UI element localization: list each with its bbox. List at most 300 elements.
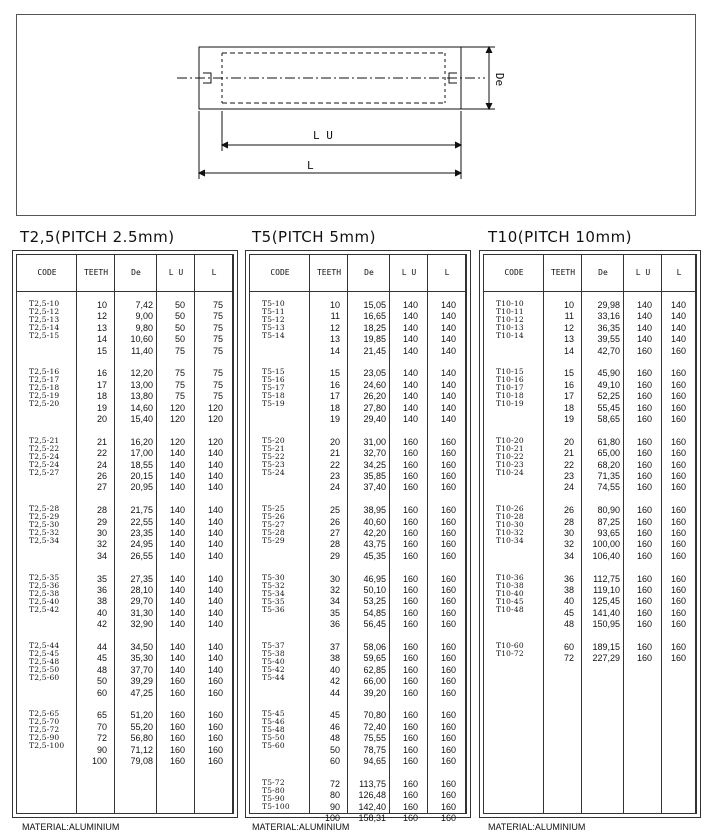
table-cell-de: 29,40	[363, 414, 386, 424]
table-cell-l: 140	[440, 379, 456, 390]
table-cell-teeth: 48	[329, 733, 340, 744]
table-cell-teeth: 17	[96, 379, 107, 390]
code-cell: T2,5-22	[29, 443, 60, 453]
table-cell-lu: 160	[636, 596, 652, 607]
table-cell-de: 79,08	[130, 756, 153, 766]
table-cell-lu: 160	[636, 345, 652, 356]
table-cell-lu: 160	[402, 733, 418, 744]
table-cell-lu: 160	[169, 756, 185, 766]
table-cell-l: 160	[207, 733, 223, 744]
column-header-l: L	[676, 268, 682, 277]
table-cell-l: 140	[207, 550, 223, 561]
table-cell-lu: 140	[169, 471, 185, 481]
table-cell-lu: 140	[402, 391, 418, 402]
table-t5	[245, 250, 471, 823]
table-cell-lu: 75	[174, 345, 185, 356]
table-cell-l: 140	[207, 516, 223, 527]
table-cell-de: 126,48	[358, 790, 386, 801]
table-cell-de: 18,25	[363, 322, 386, 333]
table-cell-de: 29,70	[130, 596, 153, 607]
table-cell-l: 140	[207, 459, 223, 470]
table-cell-teeth: 29	[96, 516, 107, 527]
table-cell-l: 160	[440, 721, 456, 732]
table-cell-de: 9,00	[135, 311, 153, 322]
column-header-teeth: TEETH	[316, 268, 342, 277]
table-inner	[16, 254, 234, 814]
table-cell-lu: 160	[636, 436, 652, 447]
code-cell: T5-48	[262, 725, 285, 735]
table-cell-lu: 160	[636, 414, 652, 424]
column-header-l: L	[211, 268, 217, 277]
code-cell: T2,5-50	[29, 665, 60, 674]
table-cell-lu: 160	[169, 721, 185, 732]
table-cell-teeth: 36	[329, 619, 340, 630]
table-cell-lu: 160	[402, 687, 418, 698]
table-cell-de: 15,05	[363, 300, 386, 310]
table-cell-de: 53,25	[363, 596, 386, 607]
table-cell-l: 120	[207, 402, 223, 413]
code-cell: T5-25	[262, 504, 285, 514]
table-cell-teeth: 46	[329, 721, 340, 732]
code-cell: T2,5-17	[29, 375, 60, 385]
code-cell: T5-14	[262, 331, 285, 340]
table-cell-l: 140	[440, 322, 456, 333]
table-cell-lu: 160	[636, 482, 652, 493]
table-cell-lu: 140	[402, 334, 418, 345]
column-header-teeth: TEETH	[83, 268, 109, 277]
table-cell-l: 140	[207, 471, 223, 481]
table-cell-teeth: 37	[329, 642, 340, 652]
code-cell: T2,5-18	[29, 383, 60, 393]
code-cell: T2,5-16	[29, 367, 60, 377]
table-cell-lu: 140	[169, 482, 185, 493]
table-cell-de: 45,35	[363, 550, 386, 561]
code-cell: T5-20	[262, 435, 285, 445]
table-cell-de: 35,85	[363, 471, 386, 481]
table-cell-l: 160	[207, 676, 223, 687]
table-cell-l: 160	[670, 436, 686, 447]
table-cell-l: 75	[212, 322, 223, 333]
table-cell-lu: 160	[402, 539, 418, 550]
table-cell-de: 87,25	[597, 516, 620, 527]
table-cell-lu: 140	[169, 448, 185, 459]
code-cell: T5-13	[262, 323, 285, 332]
table-cell-de: 29,98	[597, 300, 620, 310]
table-cell-de: 23,05	[363, 368, 386, 379]
table-cell-teeth: 60	[563, 642, 574, 652]
material-note-t10: MATERIAL:ALUMINIUM	[488, 822, 586, 832]
code-cell: T10-26	[496, 504, 524, 514]
code-cell: T10-10	[496, 299, 524, 308]
code-cell: T2,5-28	[29, 504, 60, 514]
table-cell-l: 140	[440, 300, 456, 310]
table-cell-l: 140	[207, 607, 223, 618]
code-cell: T5-36	[262, 604, 285, 614]
table-cell-teeth: 28	[96, 505, 107, 516]
table-cell-lu: 160	[402, 813, 418, 823]
table-cell-l: 160	[440, 539, 456, 550]
code-cell: T2,5-32	[29, 528, 60, 538]
table-cell-l: 160	[207, 687, 223, 698]
table-cell-l: 140	[207, 642, 223, 652]
table-cell-lu: 140	[402, 414, 418, 424]
code-cell: T2,5-44	[29, 641, 60, 650]
table-cell-lu: 75	[174, 368, 185, 379]
table-cell-teeth: 26	[563, 505, 574, 516]
table-cell-teeth: 11	[564, 311, 574, 322]
table-cell-l: 160	[440, 505, 456, 516]
table-cell-teeth: 44	[329, 687, 340, 698]
table-cell-de: 61,80	[597, 436, 620, 447]
table-cell-l: 160	[440, 676, 456, 687]
column-header-lu: L U	[401, 268, 417, 277]
table-cell-l: 120	[207, 414, 223, 424]
table-cell-lu: 160	[402, 642, 418, 652]
pulley-drawing	[16, 14, 696, 216]
code-cell: T2,5-90	[29, 733, 60, 743]
table-cell-teeth: 40	[329, 664, 340, 675]
code-cell: T5-23	[262, 459, 285, 469]
table-cell-lu: 140	[169, 573, 185, 584]
table-cell-teeth: 14	[563, 345, 574, 356]
table-cell-de: 66,00	[363, 676, 386, 687]
table-cell-de: 17,00	[130, 448, 153, 459]
table-cell-de: 112,75	[593, 573, 620, 584]
table-cell-l: 160	[440, 596, 456, 607]
code-cell: T10-15	[496, 367, 524, 377]
column-header-lu: L U	[635, 268, 651, 277]
table-cell-l: 160	[670, 482, 686, 493]
code-cell: T2,5-19	[29, 391, 60, 401]
table-cell-lu: 140	[402, 345, 418, 356]
table-cell-l: 140	[670, 334, 686, 345]
table-cell-lu: 140	[169, 585, 185, 595]
table-cell-teeth: 24	[563, 482, 574, 493]
table-cell-l: 140	[207, 664, 223, 675]
table-cell-l: 160	[670, 414, 686, 424]
table-cell-teeth: 16	[96, 368, 107, 379]
column-header-code: CODE	[270, 268, 290, 277]
table-cell-lu: 160	[636, 619, 652, 630]
table-cell-teeth: 16	[563, 379, 574, 390]
table-cell-teeth: 21	[329, 448, 340, 459]
table-cell-lu: 160	[636, 471, 652, 481]
code-cell: T2,5-36	[29, 580, 60, 590]
table-cell-lu: 140	[636, 334, 652, 345]
table-cell-l: 160	[440, 664, 456, 675]
table-cell-lu: 160	[636, 653, 652, 664]
table-cell-l: 75	[212, 379, 223, 390]
code-cell: T5-38	[262, 649, 285, 658]
table-t10	[479, 250, 701, 818]
table-cell-lu: 160	[636, 642, 652, 652]
table-cell-l: 140	[440, 368, 456, 379]
table-cell-de: 56,45	[363, 619, 386, 630]
table-cell-de: 40,60	[363, 516, 386, 527]
table-cell-teeth: 72	[329, 778, 340, 789]
table-cell-lu: 50	[174, 334, 185, 345]
code-cell: T2,5-45	[29, 649, 60, 658]
table-cell-l: 160	[670, 550, 686, 561]
table-cell-l: 140	[440, 402, 456, 413]
table-cell-de: 32,70	[363, 448, 386, 459]
code-cell: T5-100	[262, 801, 290, 811]
table-cell-lu: 160	[169, 687, 185, 698]
table-cell-lu: 160	[636, 585, 652, 595]
table-cell-de: 33,16	[597, 311, 620, 322]
code-cell: T2,5-30	[29, 520, 60, 530]
table-cell-de: 75,55	[363, 733, 386, 744]
code-cell: T10-19	[496, 399, 524, 409]
table-title-t25: T2,5(PITCH 2.5mm)	[20, 228, 175, 246]
column-header-teeth: TEETH	[550, 268, 576, 277]
table-cell-teeth: 42	[96, 619, 107, 630]
table-cell-de: 18,55	[130, 459, 153, 470]
table-cell-de: 46,95	[363, 573, 386, 584]
table-cell-de: 71,12	[130, 744, 153, 755]
table-cell-teeth: 34	[329, 596, 340, 607]
code-cell: T5-32	[262, 580, 285, 590]
code-cell: T2,5-42	[29, 604, 60, 614]
table-cell-l: 160	[440, 687, 456, 698]
table-cell-de: 70,80	[363, 710, 386, 721]
table-cell-teeth: 26	[329, 516, 340, 527]
table-cell-lu: 140	[402, 379, 418, 390]
table-cell-teeth: 14	[329, 345, 340, 356]
table-cell-de: 39,29	[130, 676, 153, 687]
table-cell-teeth: 12	[563, 322, 574, 333]
table-cell-l: 160	[440, 459, 456, 470]
table-cell-teeth: 30	[563, 528, 574, 538]
table-cell-de: 39,55	[597, 334, 620, 345]
table-cell-l: 160	[440, 585, 456, 595]
table-cell-teeth: 45	[563, 607, 574, 618]
table-cell-de: 14,60	[130, 402, 153, 413]
code-cell: T10-24	[496, 467, 524, 477]
table-cell-teeth: 13	[563, 334, 574, 345]
table-cell-de: 27,35	[130, 573, 153, 584]
table-cell-de: 16,20	[130, 436, 153, 447]
table-cell-l: 160	[670, 368, 686, 379]
table-cell-l: 160	[670, 653, 686, 664]
table-inner	[483, 254, 697, 814]
code-cell: T2,5-60	[29, 673, 60, 682]
table-cell-lu: 160	[636, 448, 652, 459]
table-cell-teeth: 32	[563, 539, 574, 550]
table-cell-lu: 160	[402, 756, 418, 766]
code-cell: T2,5-15	[29, 331, 60, 340]
table-cell-de: 35,30	[130, 653, 153, 664]
table-cell-de: 50,10	[363, 585, 386, 595]
table-cell-teeth: 65	[96, 710, 107, 721]
table-cell-teeth: 25	[329, 505, 340, 516]
table-inner	[249, 254, 467, 823]
code-cell: T5-72	[262, 777, 285, 787]
column-header-de: De	[364, 268, 374, 277]
table-cell-teeth: 32	[329, 585, 340, 595]
column-header-l: L	[444, 268, 450, 277]
code-cell: T5-22	[262, 451, 285, 461]
table-cell-de: 72,40	[363, 721, 386, 732]
table-cell-lu: 140	[169, 596, 185, 607]
code-cell: T5-50	[262, 733, 285, 743]
table-cell-l: 140	[207, 528, 223, 538]
code-cell: T2,5-40	[29, 596, 60, 606]
table-cell-l: 160	[670, 573, 686, 584]
table-cell-l: 160	[670, 471, 686, 481]
table-cell-de: 37,40	[363, 482, 386, 493]
table-cell-lu: 160	[636, 391, 652, 402]
table-cell-de: 59,65	[363, 653, 386, 664]
code-cell: T2,5-48	[29, 657, 60, 666]
table-cell-de: 27,80	[363, 402, 386, 413]
table-cell-l: 160	[670, 642, 686, 652]
table-cell-l: 160	[440, 436, 456, 447]
table-cell-teeth: 24	[96, 459, 107, 470]
header-divider	[484, 291, 696, 292]
table-cell-lu: 160	[636, 550, 652, 561]
table-cell-de: 62,85	[363, 664, 386, 675]
table-cell-de: 56,80	[130, 733, 153, 744]
column-header-lu: L U	[168, 268, 184, 277]
table-cell-de: 47,25	[130, 687, 153, 698]
table-cell-teeth: 19	[96, 402, 107, 413]
table-cell-teeth: 10	[96, 300, 107, 310]
table-cell-de: 39,20	[363, 687, 386, 698]
table-cell-de: 34,50	[130, 642, 153, 652]
table-cell-de: 51,20	[130, 710, 153, 721]
code-cell: T10-22	[496, 451, 524, 461]
table-cell-lu: 160	[402, 573, 418, 584]
code-cell: T2,5-38	[29, 588, 60, 598]
table-cell-l: 140	[207, 596, 223, 607]
code-cell: T2,5-27	[29, 467, 60, 477]
table-cell-lu: 75	[174, 391, 185, 402]
table-cell-lu: 160	[402, 436, 418, 447]
table-cell-teeth: 18	[563, 402, 574, 413]
table-cell-de: 189,15	[592, 642, 620, 652]
table-cell-l: 160	[670, 391, 686, 402]
table-cell-de: 11,40	[131, 345, 153, 356]
code-cell: T2,5-34	[29, 536, 60, 546]
table-cell-lu: 160	[636, 607, 652, 618]
code-cell: T5-30	[262, 572, 285, 582]
table-cell-l: 160	[440, 619, 456, 630]
table-cell-lu: 160	[402, 801, 418, 812]
table-cell-l: 160	[207, 744, 223, 755]
table-cell-lu: 160	[402, 710, 418, 721]
table-cell-teeth: 23	[563, 471, 574, 481]
table-cell-lu: 140	[169, 539, 185, 550]
table-cell-lu: 140	[402, 300, 418, 310]
table-t25	[12, 250, 238, 818]
code-cell: T2,5-10	[29, 299, 60, 308]
table-cell-de: 55,20	[130, 721, 153, 732]
table-cell-lu: 140	[169, 607, 185, 618]
table-cell-lu: 160	[636, 459, 652, 470]
table-cell-lu: 160	[636, 573, 652, 584]
code-cell: T10-32	[496, 528, 524, 538]
table-cell-l: 160	[670, 459, 686, 470]
table-cell-lu: 140	[169, 459, 185, 470]
table-title-t5: T5(PITCH 5mm)	[252, 228, 376, 246]
table-cell-l: 160	[440, 550, 456, 561]
table-cell-teeth: 22	[96, 448, 107, 459]
code-cell: T10-72	[496, 649, 524, 658]
table-cell-de: 65,00	[597, 448, 620, 459]
table-cell-l: 160	[440, 471, 456, 481]
table-cell-l: 160	[440, 642, 456, 652]
table-cell-lu: 160	[169, 744, 185, 755]
table-cell-de: 74,55	[597, 482, 620, 493]
table-cell-de: 125,45	[592, 596, 620, 607]
table-cell-l: 160	[440, 448, 456, 459]
table-cell-l: 160	[440, 528, 456, 538]
table-cell-l: 75	[212, 345, 223, 356]
table-cell-teeth: 13	[329, 334, 340, 345]
table-cell-teeth: 80	[329, 790, 340, 801]
table-cell-lu: 140	[169, 619, 185, 630]
material-note-t25: MATERIAL:ALUMINIUM	[22, 822, 120, 832]
code-cell: T5-11	[262, 307, 285, 316]
table-cell-de: 42,20	[363, 528, 386, 538]
code-cell: T5-40	[262, 657, 285, 666]
table-cell-lu: 160	[636, 379, 652, 390]
table-cell-l: 160	[440, 710, 456, 721]
table-cell-de: 13,00	[130, 379, 153, 390]
table-cell-de: 93,65	[597, 528, 620, 538]
table-cell-lu: 160	[402, 482, 418, 493]
table-cell-de: 38,95	[363, 505, 386, 516]
table-cell-teeth: 29	[329, 550, 340, 561]
table-cell-lu: 160	[402, 596, 418, 607]
table-cell-de: 24,95	[130, 539, 153, 550]
code-cell: T5-17	[262, 383, 285, 393]
table-cell-teeth: 26	[96, 471, 107, 481]
code-cell: T10-34	[496, 536, 524, 546]
table-cell-de: 9,80	[135, 322, 153, 333]
table-cell-teeth: 15	[563, 368, 574, 379]
table-cell-teeth: 100	[91, 756, 107, 766]
table-cell-de: 58,06	[363, 642, 386, 652]
table-cell-lu: 160	[636, 368, 652, 379]
table-cell-teeth: 45	[96, 653, 107, 664]
table-cell-teeth: 24	[329, 482, 340, 493]
pulley-shaft-diagram	[17, 15, 697, 217]
table-cell-lu: 160	[402, 721, 418, 732]
table-cell-lu: 50	[174, 322, 185, 333]
table-cell-teeth: 30	[329, 573, 340, 584]
table-cell-teeth: 20	[329, 436, 340, 447]
dim-l-label: L	[307, 159, 314, 172]
table-cell-teeth: 27	[96, 482, 107, 493]
table-cell-l: 140	[670, 322, 686, 333]
table-cell-teeth: 21	[96, 436, 107, 447]
table-cell-teeth: 20	[96, 414, 107, 424]
table-cell-l: 160	[207, 710, 223, 721]
table-cell-de: 54,85	[363, 607, 386, 618]
table-cell-teeth: 45	[329, 710, 340, 721]
table-cell-lu: 140	[402, 368, 418, 379]
table-cell-l: 140	[440, 334, 456, 345]
table-cell-l: 160	[207, 721, 223, 732]
table-cell-lu: 160	[402, 448, 418, 459]
code-cell: T5-37	[262, 641, 285, 650]
table-cell-de: 19,85	[363, 334, 386, 345]
table-cell-de: 36,35	[597, 322, 620, 333]
code-cell: T10-17	[496, 383, 524, 393]
code-cell: T5-18	[262, 391, 285, 401]
